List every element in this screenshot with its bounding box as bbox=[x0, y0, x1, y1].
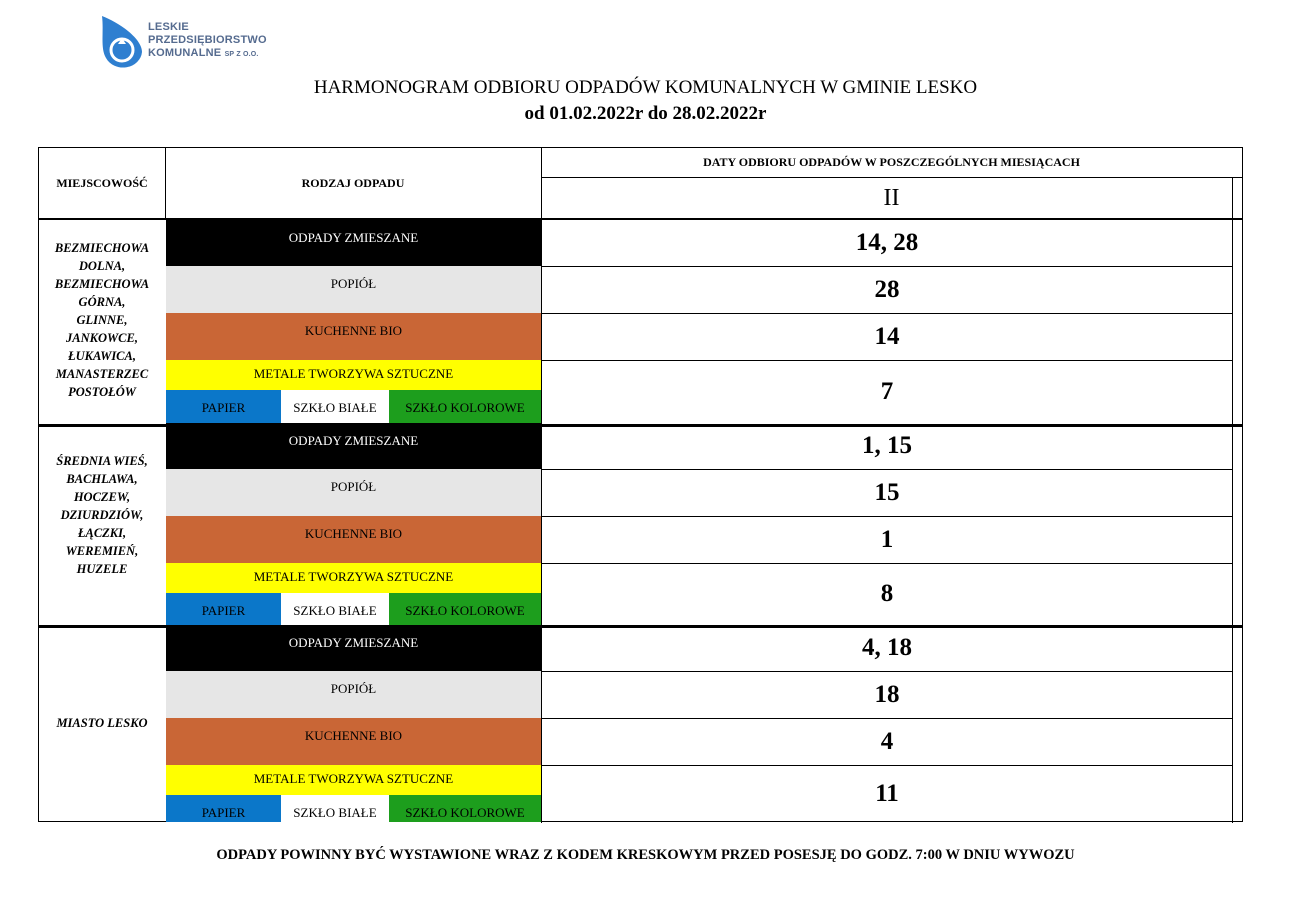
logo-suffix: SP Z O.O. bbox=[224, 51, 259, 58]
pickup-date: 4, 18 bbox=[542, 625, 1232, 672]
pickup-date: 14, 28 bbox=[542, 220, 1232, 267]
waste-white-glass: SZKŁO BIAŁE bbox=[281, 593, 389, 625]
location-name: MANASTERZEC bbox=[55, 366, 149, 381]
pickup-date: 8 bbox=[880, 580, 894, 607]
header-waste-type: RODZAJ ODPADU bbox=[301, 176, 405, 190]
location-cell bbox=[39, 220, 165, 424]
location-name: WEREMIEŃ, bbox=[65, 544, 139, 558]
pickup-date: 1, 15 bbox=[542, 423, 1232, 470]
waste-bio: KUCHENNE BIO bbox=[166, 718, 541, 765]
recycle-drop-icon bbox=[98, 14, 150, 70]
location-name: BACHLAWA, bbox=[66, 472, 138, 486]
waste-bio: KUCHENNE BIO bbox=[166, 313, 541, 360]
logo-line-1: LESKIE bbox=[148, 21, 189, 33]
waste-bio: KUCHENNE BIO bbox=[166, 516, 541, 563]
waste-white-glass: SZKŁO BIAŁE bbox=[281, 390, 389, 424]
schedule-table bbox=[38, 147, 1243, 822]
logo-line-3: KOMUNALNE bbox=[148, 47, 222, 59]
location-name: JANKOWCE, bbox=[66, 330, 138, 345]
header-location: MIEJSCOWOŚĆ bbox=[56, 176, 148, 190]
divider bbox=[165, 148, 166, 219]
date-range: od 01.02.2022r do 28.02.2022r bbox=[524, 103, 767, 124]
pickup-date: 28 bbox=[542, 266, 1232, 314]
location-name: ŁĄCZKI, bbox=[77, 526, 127, 540]
header-dates: DATY ODBIORU ODPADÓW W POSZCZEGÓLNYCH MIESIĄCACH bbox=[703, 155, 1080, 169]
location-name: MIASTO LESKO bbox=[56, 715, 148, 730]
location-name: HOCZEW, bbox=[73, 490, 131, 504]
page-title: HARMONOGRAM ODBIORU ODPADÓW KOMUNALNYCH W GMINIE LESKO bbox=[313, 77, 978, 98]
waste-metal-plastic: METALE TWORZYWA SZTUCZNE bbox=[166, 360, 541, 390]
location-name: ŚREDNIA WIEŚ, bbox=[56, 454, 148, 468]
waste-colored-glass: SZKŁO KOLOROWE bbox=[389, 795, 541, 822]
location-name: DOLNA, bbox=[78, 258, 126, 273]
company-logo bbox=[98, 14, 298, 70]
waste-metal-plastic: METALE TWORZYWA SZTUCZNE bbox=[166, 563, 541, 593]
location-cell bbox=[39, 625, 165, 822]
divider bbox=[1232, 178, 1233, 219]
pickup-date: 7 bbox=[880, 378, 894, 405]
divider bbox=[541, 177, 1242, 178]
waste-paper: PAPIER bbox=[166, 795, 281, 822]
divider bbox=[1232, 220, 1233, 823]
pickup-date: 15 bbox=[542, 469, 1232, 517]
waste-metal-plastic: METALE TWORZYWA SZTUCZNE bbox=[166, 765, 541, 795]
footer-note: ODPADY POWINNY BYĆ WYSTAWIONE WRAZ Z KODEM KRESKOWYM PRZED POSESJĘ DO GODZ. 7:00 W DNIU WYWOZU bbox=[216, 847, 1075, 863]
location-name: GÓRNA, bbox=[78, 294, 126, 309]
location-names bbox=[56, 714, 147, 732]
waste-mixed: ODPADY ZMIESZANE bbox=[166, 220, 541, 266]
waste-colored-glass: SZKŁO KOLOROWE bbox=[389, 593, 541, 625]
waste-ash: POPIÓŁ bbox=[166, 266, 541, 313]
waste-ash: POPIÓŁ bbox=[166, 671, 541, 718]
location-name: BEZMIECHOWA bbox=[54, 240, 150, 255]
location-name: HUZELE bbox=[76, 562, 128, 576]
waste-mixed: ODPADY ZMIESZANE bbox=[166, 625, 541, 671]
waste-mixed: ODPADY ZMIESZANE bbox=[166, 423, 541, 469]
location-names bbox=[55, 239, 149, 401]
location-names bbox=[56, 452, 148, 578]
pickup-date: 4 bbox=[542, 718, 1232, 766]
pickup-date: 14 bbox=[542, 313, 1232, 361]
waste-white-glass: SZKŁO BIAŁE bbox=[281, 795, 389, 822]
location-name: GLINNE, bbox=[76, 312, 128, 327]
waste-colored-glass: SZKŁO KOLOROWE bbox=[389, 390, 541, 424]
pickup-date: 18 bbox=[542, 671, 1232, 719]
waste-paper: PAPIER bbox=[166, 390, 281, 424]
pickup-date: 11 bbox=[875, 779, 899, 807]
pickup-date: 1 bbox=[542, 516, 1232, 564]
waste-ash: POPIÓŁ bbox=[166, 469, 541, 516]
location-name: ŁUKAWICA, bbox=[68, 348, 136, 363]
location-name: POSTOŁÓW bbox=[68, 384, 136, 399]
location-cell bbox=[39, 423, 165, 625]
location-name: BEZMIECHOWA bbox=[54, 276, 150, 291]
header-month: II bbox=[883, 184, 900, 211]
waste-paper: PAPIER bbox=[166, 593, 281, 625]
logo-line-2: PRZEDSIĘBIORSTWO bbox=[148, 34, 267, 46]
location-name: DZIURDZIÓW, bbox=[60, 508, 144, 522]
